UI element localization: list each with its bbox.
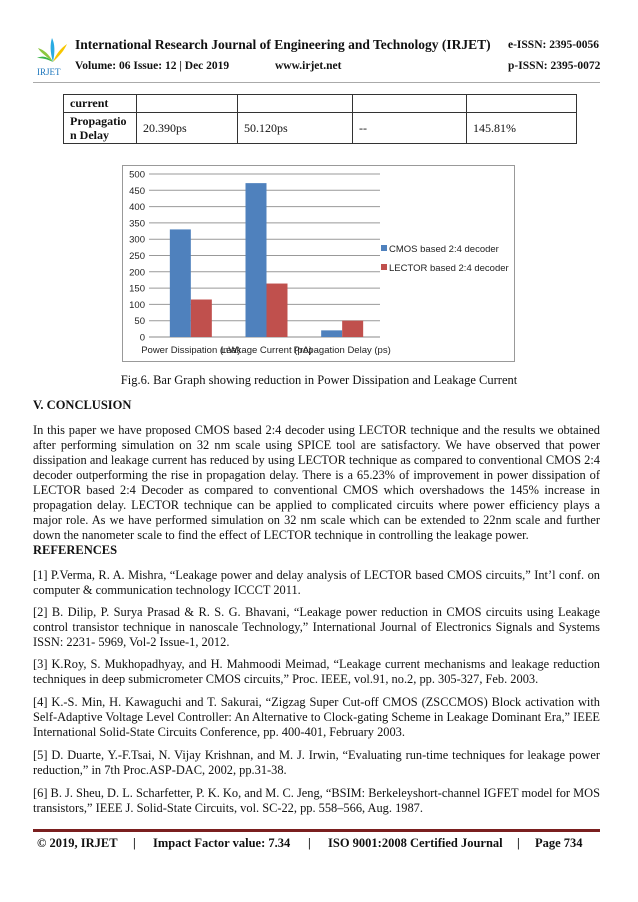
table-cell: Propagatio n Delay <box>64 113 137 144</box>
y-tick-label: 100 <box>129 299 145 311</box>
y-tick-label: 50 <box>134 316 145 328</box>
conclusion-heading: V. CONCLUSION <box>33 398 132 412</box>
y-tick-label: 150 <box>129 283 145 295</box>
footer-iso: ISO 9001:2008 Certified Journal <box>328 836 503 850</box>
bar-chart <box>122 165 515 362</box>
table-cell: -- <box>353 113 467 144</box>
footer-copyright: © 2019, IRJET <box>37 836 118 850</box>
y-tick-label: 350 <box>129 218 145 230</box>
table-row <box>64 95 577 113</box>
footer-separator: | <box>517 836 520 850</box>
p-issn: p-ISSN: 2395-0072 <box>508 60 601 72</box>
y-tick-label: 250 <box>129 251 145 262</box>
reference-item: [1] P.Verma, R. A. Mishra, “Leakage power and delay analysis of LECTOR based CMOS circuits,” Int’l conf. on computer & communication technology ICCCT 2011. <box>33 568 600 597</box>
footer-separator: | <box>308 836 311 850</box>
table-cell <box>467 95 577 113</box>
reference-item: [6] B. J. Sheu, D. L. Scharfetter, P. K. Ko, and M. C. Jeng, “BSIM: Berkeleyshort-channel IGFET model for MOS transistors,” IEEE J. Solid-State Circuits, vol. SC-22, pp. 558–566, Aug. 1987. <box>33 786 600 815</box>
irjet-logo-icon <box>36 36 70 76</box>
bar-cmos <box>170 229 191 337</box>
y-tick-label: 300 <box>129 234 145 246</box>
journal-url[interactable]: www.irjet.net <box>275 60 342 72</box>
table-cell: 145.81% <box>467 113 577 144</box>
reference-item: [5] D. Duarte, Y.-F.Tsai, N. Vijay Krishnan, and M. J. Irwin, “Evaluating run-time techniques for leakage power reduction,” in 7th Proc.ASP-DAC, 2002, pp.31-38. <box>33 748 600 777</box>
bar-chart-svg <box>123 166 514 361</box>
bar-lector <box>191 300 212 337</box>
svg-text:IRJET: IRJET <box>37 67 61 76</box>
references-heading: REFERENCES <box>33 543 118 557</box>
table-cell <box>238 95 353 113</box>
y-tick-label: 450 <box>129 185 145 197</box>
journal-title: International Research Journal of Engineering and Technology (IRJET) <box>75 37 491 52</box>
table-cell: current <box>64 95 137 113</box>
legend-swatch <box>381 245 387 251</box>
legend-label: CMOS based 2:4 decoder <box>389 244 499 255</box>
x-tick-label: Power Dissipation (nW) <box>141 345 241 356</box>
header-divider <box>33 82 600 83</box>
bar-lector <box>267 284 288 337</box>
reference-item: [2] B. Dilip, P. Surya Prasad & R. S. G. Bhavani, “Leakage power reduction in CMOS circuits using Leakage control transistor technique in nanoscale Technology,” International Journal of Electronics Signals and Systems ISSN: 2231- 5969, Vol-2 Issue-1, 2012. <box>33 605 600 649</box>
legend-label: LECTOR based 2:4 decoder <box>389 263 509 274</box>
footer-divider <box>33 829 600 832</box>
table-cell: 50.120ps <box>238 113 353 144</box>
table-cell <box>137 95 238 113</box>
reference-item: [4] K.-S. Min, H. Kawaguchi and T. Sakurai, “Zigzag Super Cut-off CMOS (ZSCCMOS) Block activation with Self-Adaptive Voltage Level Controller: An Alternative to Clock-gating Scheme in Leakage Dominant Era,” IEEE International Solid-State Circuits Conference, pp. 400-401, February 2003. <box>33 695 600 739</box>
bar-cmos <box>246 183 267 337</box>
footer-separator: | <box>133 836 136 850</box>
table-cell: 20.390ps <box>137 113 238 144</box>
footer-impact-factor: Impact Factor value: 7.34 <box>153 836 291 850</box>
volume-issue: Volume: 06 Issue: 12 | Dec 2019 <box>75 60 230 72</box>
y-tick-label: 400 <box>129 202 145 214</box>
table-cell <box>353 95 467 113</box>
e-issn: e-ISSN: 2395-0056 <box>508 39 600 51</box>
x-tick-label: Propagation Delay (ps) <box>293 345 391 356</box>
bar-lector <box>342 321 363 337</box>
conclusion-text: In this paper we have proposed CMOS based 2:4 decoder using LECTOR technique and the results we obtained after performing simulation on 32 nm scale using SPICE tool are satisfactory. We have observed that power dissipation and leakage current has reduced by using LECTOR technique as compared to conventional CMOS 2:4 decoder outperforming the rise in propagation delay. There is a 65.23% of improvement in power dissipation of LECTOR based 2:4 Decoder as compared to conventional CMOS which overshadows the 145% increase in propagation delay. LECTOR technique can be applied to complicated circuits where power efficiency plays a major role. As we have performed simulation on 32 nm scale which can be extended to 22nm scale and further down the nanometer scale to find the effect of LECTOR technique in controlling the leakage power. <box>33 423 600 542</box>
reference-item: [3] K.Roy, S. Mukhopadhyay, and H. Mahmoodi Meimad, “Leakage current mechanisms and leakage reduction techniques in deep submicrometer CMOS circuits,” Proc. IEEE, vol.91, no.2, pp. 305-327, Feb. 2003. <box>33 657 600 686</box>
footer-page-number: Page 734 <box>535 836 583 850</box>
legend-swatch <box>381 264 387 270</box>
figure-caption: Fig.6. Bar Graph showing reduction in Power Dissipation and Leakage Current <box>120 373 518 387</box>
results-table <box>63 94 577 144</box>
y-tick-label: 500 <box>129 169 145 181</box>
x-tick-label: Leakage Current (pA) <box>220 345 313 356</box>
bar-cmos <box>321 330 342 337</box>
y-tick-label: 0 <box>139 332 145 344</box>
y-tick-label: 200 <box>129 267 145 279</box>
table-row <box>64 113 577 144</box>
